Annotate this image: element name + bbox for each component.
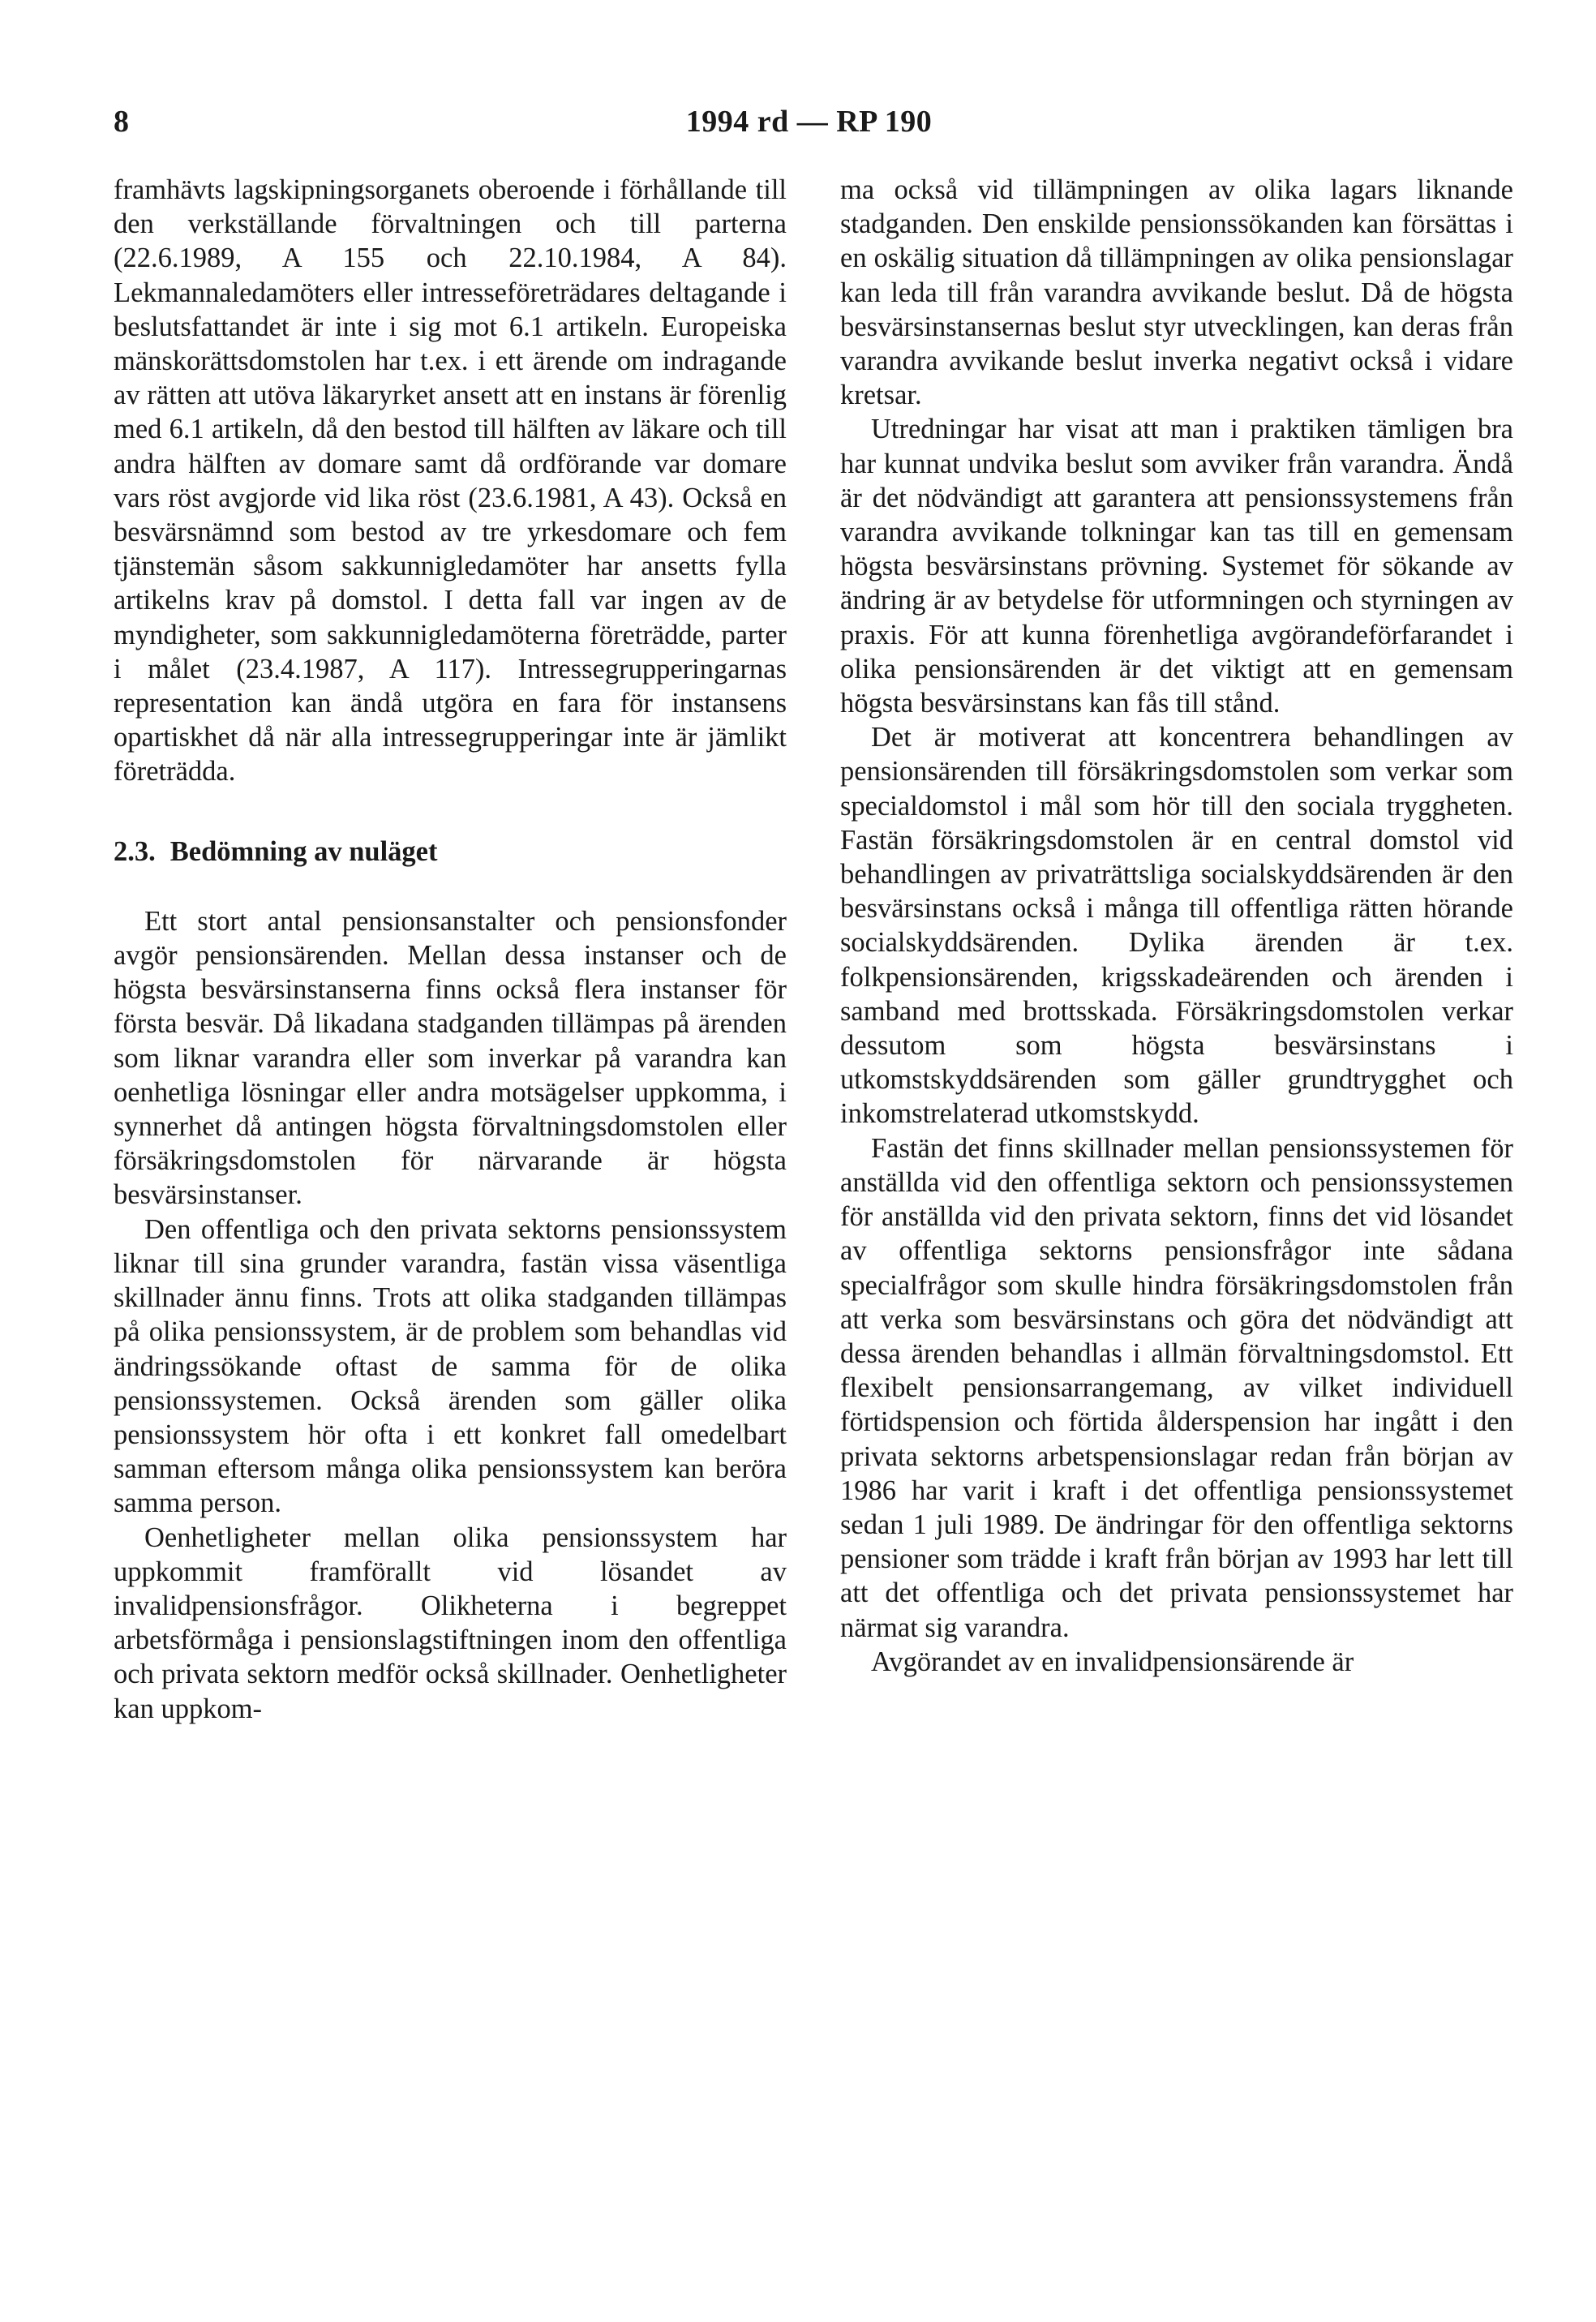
paragraph-continued: framhävts lagskipningsorganets oberoende i förhållande till den verkställande förvaltningen och till parterna (22.6.1989, A 155 och 22.10.1984, A 84). Lekmannaledamöters eller intresseföreträdares deltagande i beslutsfattandet är inte i sig mot 6.1 artikeln. Europeiska mänskorättsdomstolen har t.ex. i ett ärende om indragande av rätten att utöva läkaryrket ansett att en instans är förenlig med 6.1 artikeln, då den bestod till hälften av läkare och till andra hälften av domare samt då ordförande var domare vars röst avgjorde vid lika röst (23.6.1981, A 43). Också en besvärsnämnd som bestod av tre yrkesdomare och fem tjänstemän såsom sakkunnigledamöter har ansetts fylla artikelns krav på domstol. I detta fall var ingen av de myndigheter, som sakkunnigledamöterna företrädde, parter i målet (23.4.1987, A 117). Intressegrupperingarnas representation kan ändå utgöra en fara för instansens opartiskhet då när alla intressegrupperingar inte är jämlikt företrädda. xyxy=(114,174,787,788)
paragraph: Det är motiverat att koncentrera behandlingen av pensionsärenden till försäkringsdomstolen som verkar som specialdomstol i mål som hör till den sociala tryggheten. Fastän försäkringsdomstolen är en central domstol vid behandlingen av privaträttsliga socialskyddsärenden är den besvärsinstans också i många till offentliga rätten hörande socialskyddsärenden. Dylika ärenden är t.ex. folkpensionsärenden, krigsskadeärenden och ärenden i samband med brottsskada. Försäkringsdomstolen verkar dessutom som högsta besvärsinstans i utkomstskyddsärenden som gäller grundtrygghet och inkomstrelaterad utkomstskydd. xyxy=(840,722,1513,1130)
page-number: 8 xyxy=(114,105,129,139)
paragraph: Ett stort antal pensionsanstalter och pensionsfonder avgör pensionsärenden. Mellan dessa instanser och de högsta besvärsinstanserna finns också flera instanser för första besvär. Då likadana stadganden tillämpas på ärenden som liknar varandra eller som inverkar på varandra kan oenhetliga lösningar eller andra motsägelser uppkomma, i synnerhet då antingen högsta förvaltningsdomstolen eller försäkringsdomstolen för närvarande är högsta besvärsinstanser. xyxy=(114,905,787,1211)
section-number: 2.3. xyxy=(114,835,156,867)
right-column xyxy=(840,173,1513,1679)
paragraph-continued: ma också vid tillämpningen av olika lagars liknande stadganden. Den enskilde pensionssökanden kan försättas i en oskälig situation då tillämpningen av olika pensionslagar kan leda till från varandra avvikande beslut. Då de högsta besvärsinstansernas beslut styr utvecklingen, kan deras från varandra avvikande beslut inverka negativt också i vidare kretsar. xyxy=(840,174,1513,411)
page-header xyxy=(114,104,1504,152)
section-title: Bedömning av nuläget xyxy=(169,835,438,867)
paragraph: Utredningar har visat att man i praktiken tämligen bra har kunnat undvika beslut som avviker från varandra. Ändå är det nödvändigt att garantera att pensionssystemens från varandra avvikande tolkningar kan tas till en gemensam högsta besvärsinstans prövning. Systemet för sökande av ändring är av betydelse för utformningen och styrningen av praxis. För att kunna förenhetliga avgörandeförfarandet i olika pensionsärenden är det viktigt att en gemensam högsta besvärsinstans kan fås till stånd. xyxy=(840,414,1513,719)
left-column xyxy=(114,173,787,1726)
section-heading xyxy=(114,835,787,869)
paragraph: Fastän det finns skillnader mellan pensionssystemen för anställda vid den offentliga sektorn och pensionssystemen för anställda vid den privata sektorn, finns det vid lösandet av offentliga sektorns pensionsfrågor inte sådana specialfrågor som skulle hindra försäkringsdomstolen från att verka som besvärsinstans och göra det nödvändigt att dessa ärenden behandlas i allmän förvaltningsdomstol. Ett flexibelt pensionsarrangemang, av vilket individuell förtidspension och förtida ålderspension har ingått i den privata sektorns arbetspensionslagar redan från början av 1986 har varit i kraft i det offentliga pensionssystemet sedan 1 juli 1989. De ändringar för den offentliga sektorns pensioner som trädde i kraft från början av 1993 har lett till att det offentliga och det privata pensionssystemet har närmat sig varandra. xyxy=(840,1132,1513,1643)
document-reference: 1994 rd — RP 190 xyxy=(685,105,933,139)
paragraph: Den offentliga och den privata sektorns pensionssystem liknar till sina grunder varandra, fastän vissa väsentliga skillnader ännu finns. Trots att olika stadganden tillämpas på olika pensionssystem, är de problem som behandlas vid ändringssökande oftast de samma för de olika pensionssystemen. Också ärenden som gäller olika pensionssystem hör ofta i ett konkret fall omedelbart samman eftersom många olika pensionssystem kan beröra samma person. xyxy=(114,1213,787,1519)
paragraph: Avgörandet av en invalidpensionsärende är xyxy=(871,1646,1354,1677)
paragraph: Oenhetligheter mellan olika pensionssystem har uppkommit framförallt vid lösandet av invalidpensionsfrågor. Olikheterna i begreppet arbetsförmåga i pensionslagstiftningen inom den offentliga och privata sektorn medför också skillnader. Oenhetligheter kan uppkom- xyxy=(114,1522,787,1724)
